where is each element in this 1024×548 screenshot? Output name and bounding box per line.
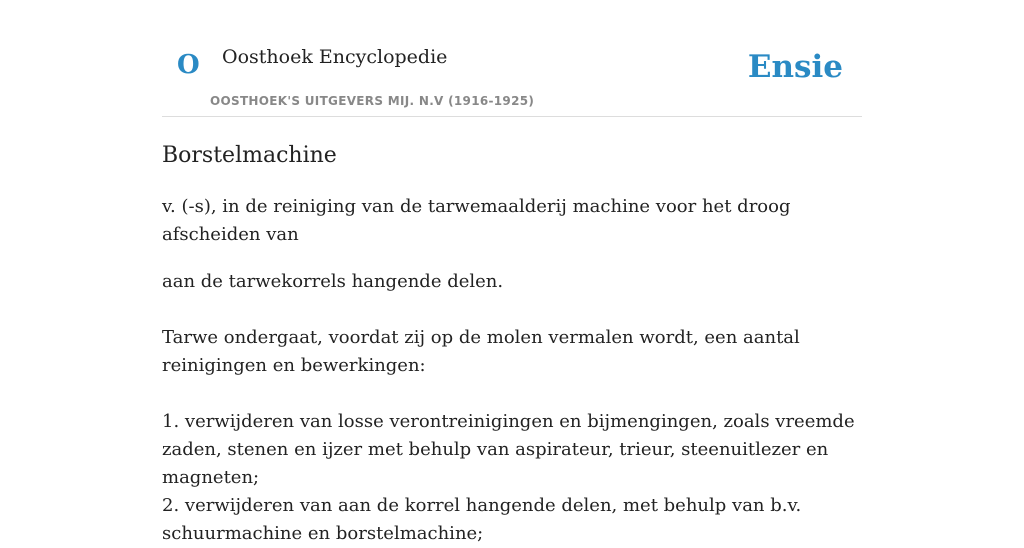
list-item: 2. verwijderen van aan de korrel hangende delen, met behulp van b.v. schuurmachine en borstelmachine;: [162, 494, 802, 544]
publication-title[interactable]: Oosthoek Encyclopedie: [222, 46, 448, 68]
article-paragraph: aan de tarwekorrels hangende delen.: [162, 270, 504, 292]
article-title: Borstelmachine: [162, 143, 337, 168]
publication-logo[interactable]: O: [177, 50, 200, 80]
article-list: [162, 408, 862, 548]
brand-logo-link[interactable]: Ensie: [747, 49, 843, 85]
article-paragraph: v. (-s), in de reiniging van de tarwemaalderij machine voor het droog afscheiden van: [162, 195, 791, 245]
site-header: [162, 0, 862, 117]
publisher-name: OOSTHOEK'S UITGEVERS MIJ. N.V (1916-1925): [210, 94, 535, 108]
page-container: [162, 0, 862, 548]
article-paragraph: Tarwe ondergaat, voordat zij op de molen vermalen wordt, een aantal reinigingen en bewerkingen:: [162, 326, 800, 376]
list-item: 1. verwijderen van losse verontreinigingen en bijmengingen, zoals vreemde zaden, stenen en ijzer met behulp van aspirateur, trieur, steenuitlezer en magneten;: [162, 410, 855, 488]
